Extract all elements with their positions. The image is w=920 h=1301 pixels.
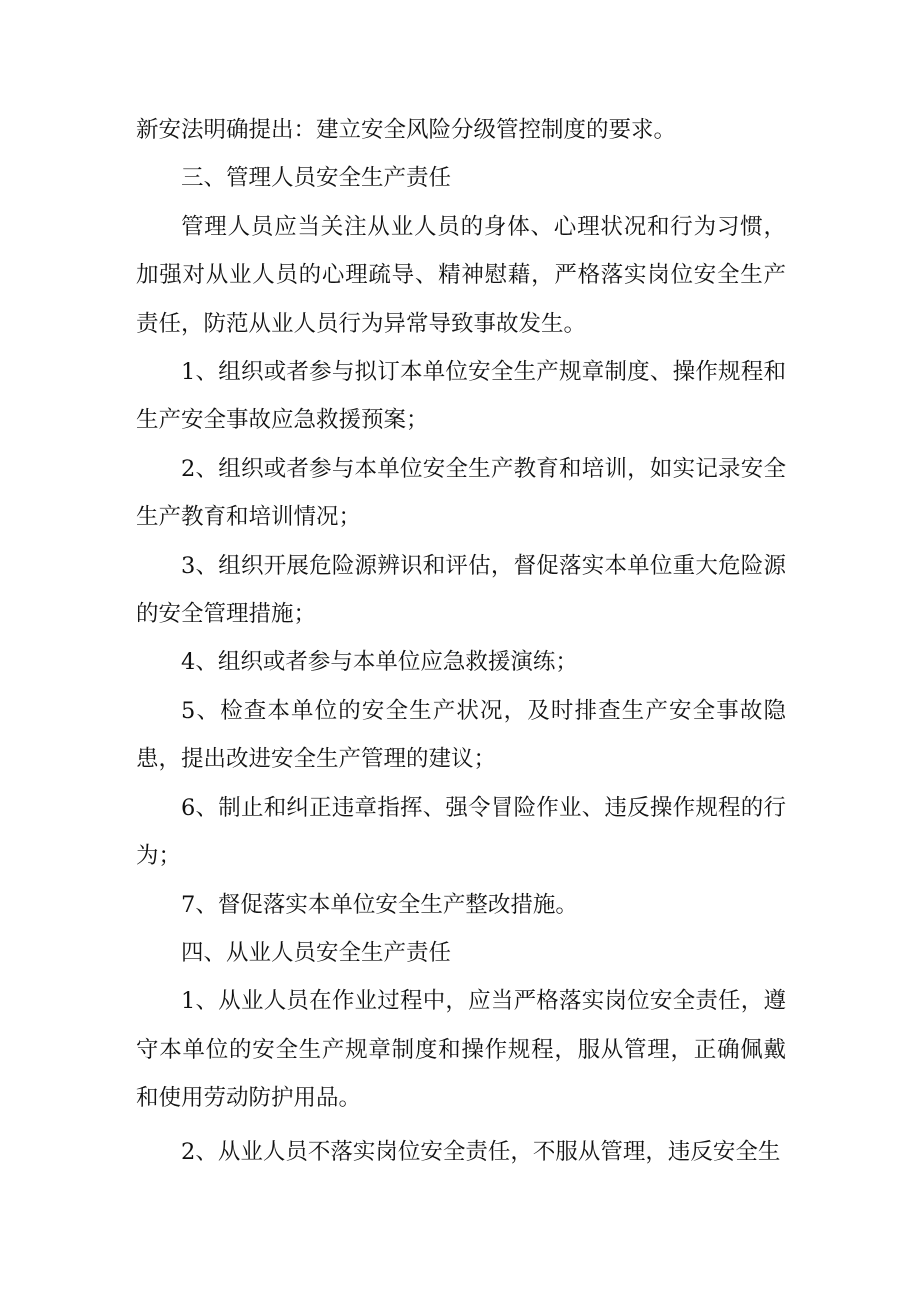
list-item-management-1: 1、组织或者参与拟订本单位安全生产规章制度、操作规程和生产安全事故应急救援预案；	[136, 359, 786, 434]
document-body	[136, 106, 786, 1176]
section-heading-employees: 四、从业人员安全生产责任	[181, 939, 452, 966]
list-item-management-4: 4、组织或者参与本单位应急救援演练；	[181, 649, 578, 676]
list-item-management-5: 5、检查本单位的安全生产状况，及时排查生产安全事故隐患，提出改进安全生产管理的建议；	[136, 697, 786, 773]
list-item-management-2: 2、组织或者参与本单位安全生产教育和培训，如实记录安全生产教育和培训情况；	[136, 455, 786, 531]
list-item-employees-1: 1、从业人员在作业过程中，应当严格落实岗位安全责任，遵守本单位的安全生产规章制度和操作规程，服从管理，正确佩戴和使用劳动防护用品。	[136, 988, 786, 1112]
list-item-management-6: 6、制止和纠正违章指挥、强令冒险作业、违反操作规程的行为；	[136, 794, 786, 870]
list-item-employees-2: 2、从业人员不落实岗位安全责任，不服从管理，违反安全生	[181, 1138, 781, 1165]
paragraph-intro: 新安法明确提出：建立安全风险分级管控制度的要求。	[136, 117, 677, 143]
list-item-management-7: 7、督促落实本单位安全生产整改措施。	[181, 891, 578, 918]
list-item-management-3: 3、组织开展危险源辨识和评估，督促落实本单位重大危险源的安全管理措施；	[136, 552, 786, 628]
paragraph-management-overview: 管理人员应当关注从业人员的身体、心理状况和行为习惯，加强对从业人员的心理疏导、精神慰藉，严格落实岗位安全生产责任，防范从业人员行为异常导致事故发生。	[136, 213, 786, 337]
section-heading-management: 三、管理人员安全生产责任	[181, 165, 452, 192]
